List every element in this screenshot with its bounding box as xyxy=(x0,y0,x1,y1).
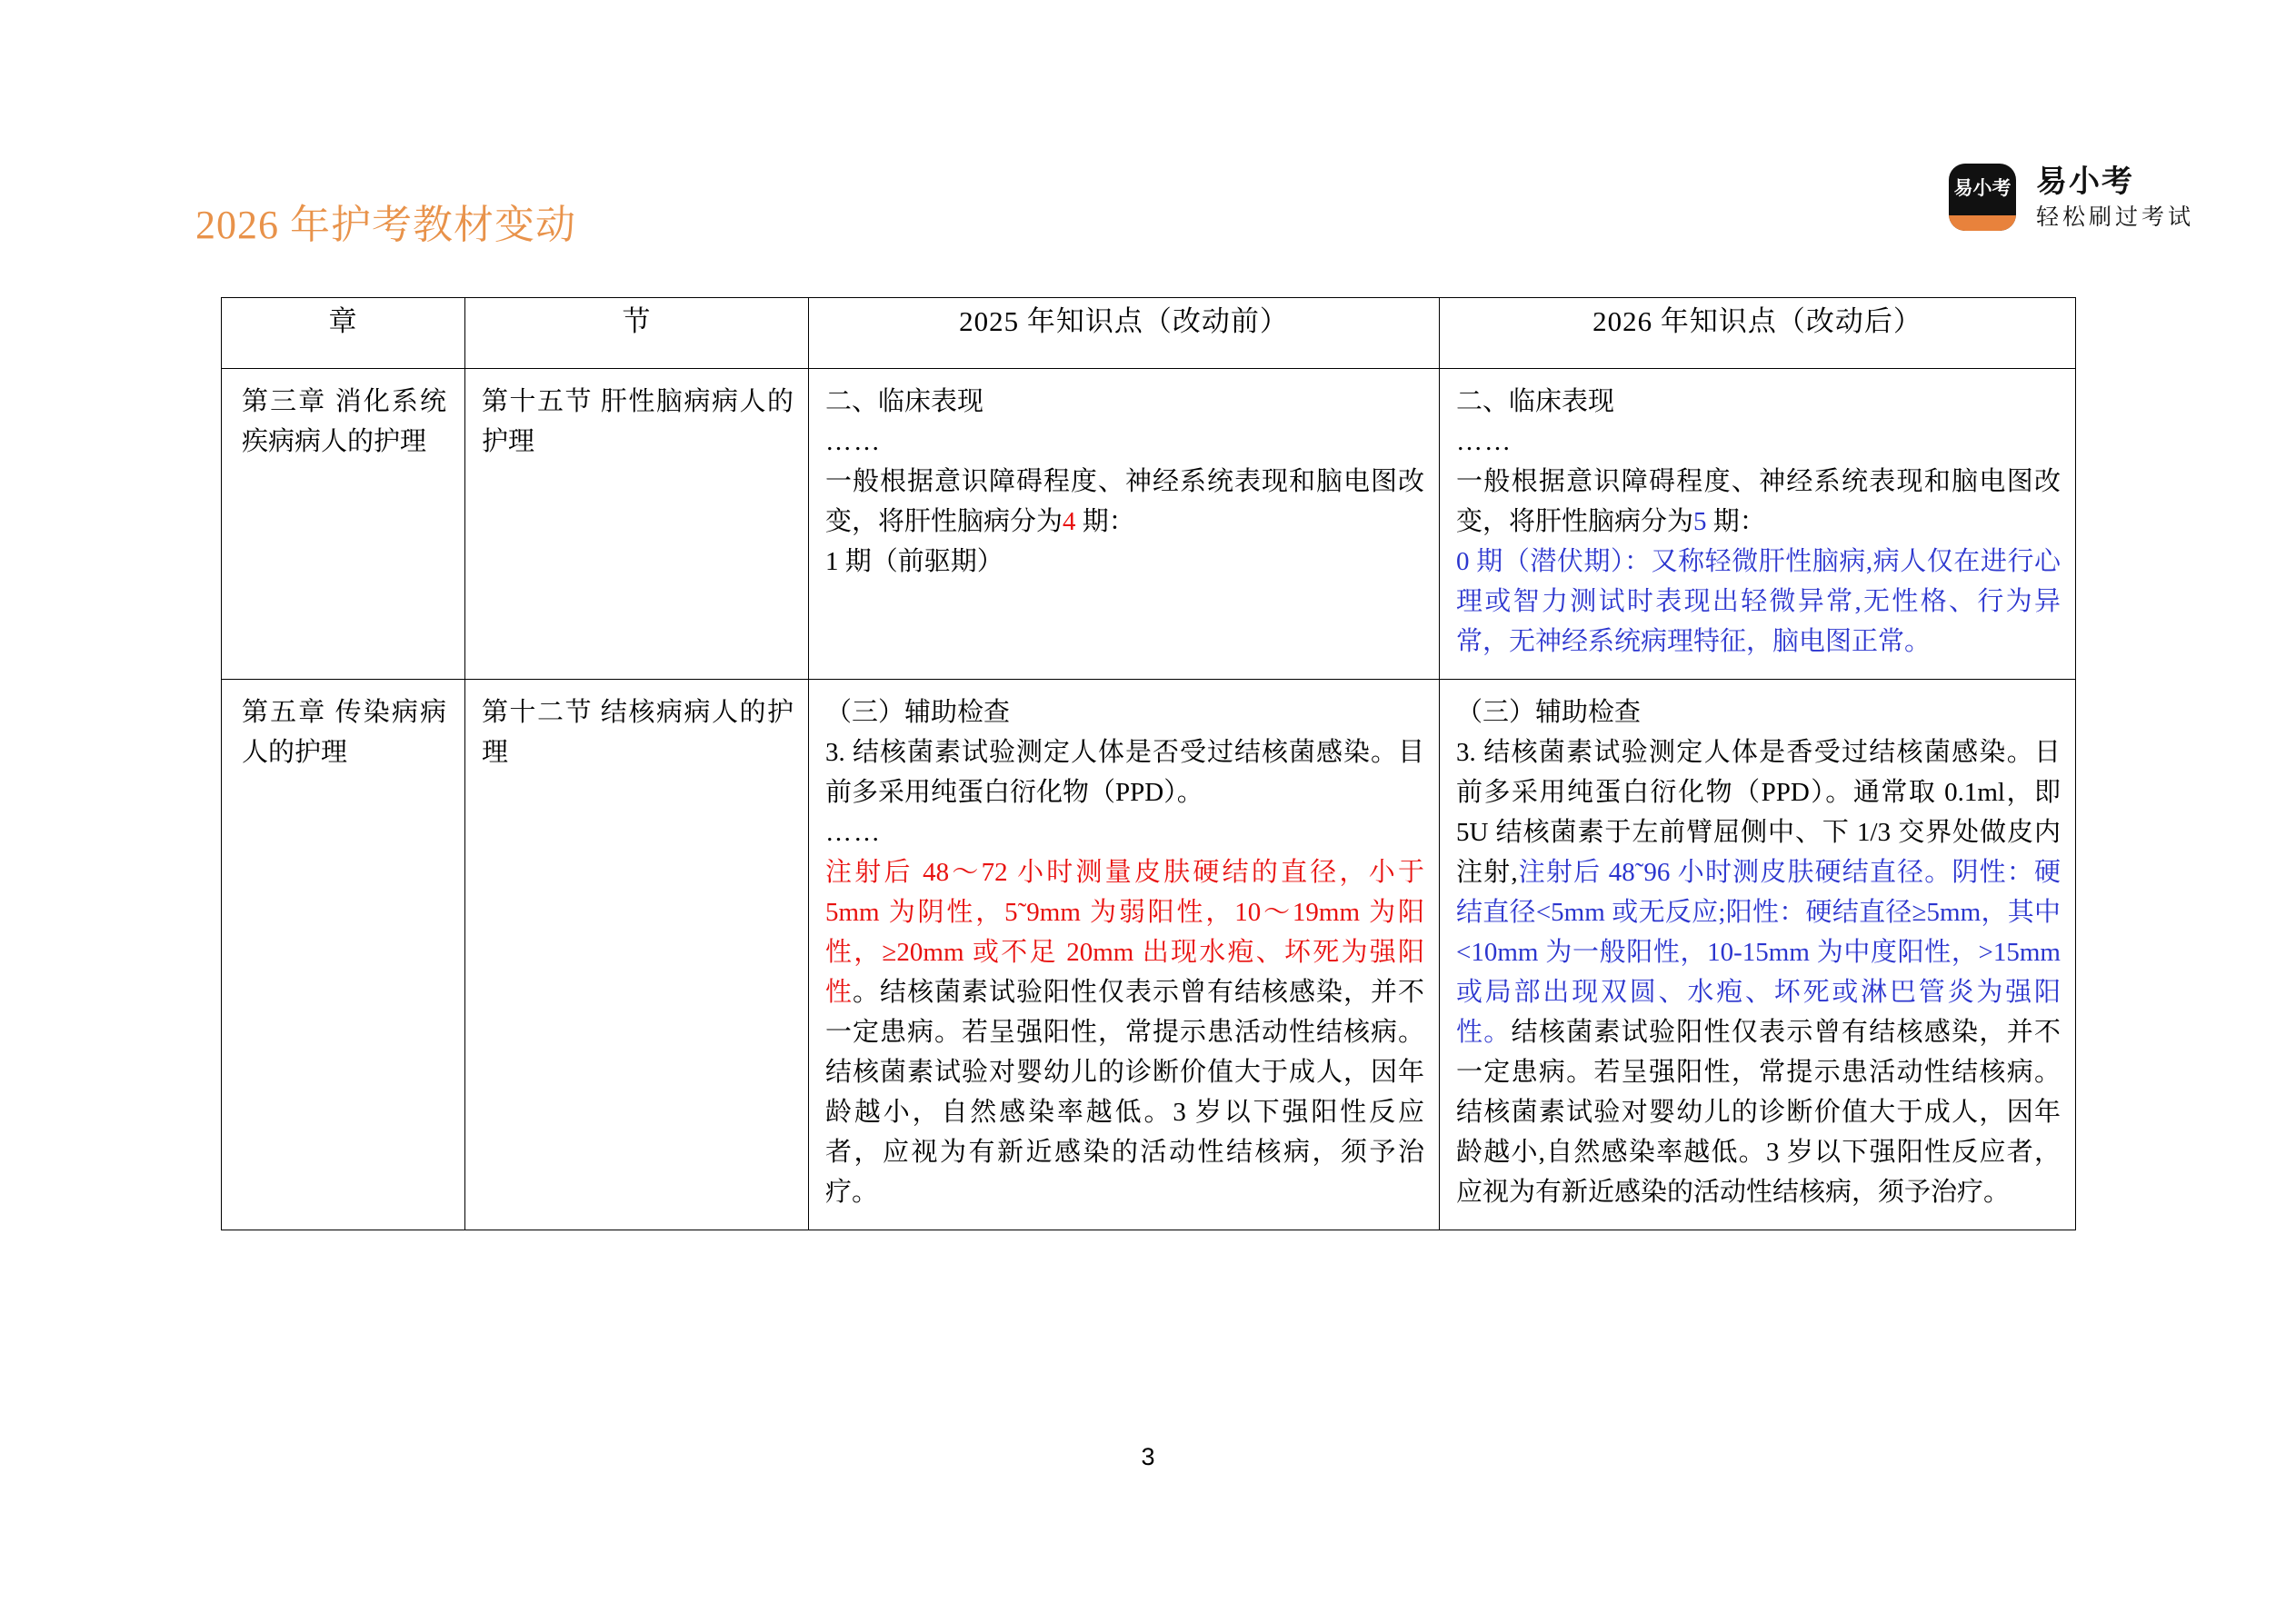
old-heading: （三）辅助检查 xyxy=(825,697,1011,727)
old-heading: 二、临床表现 xyxy=(825,387,984,416)
old-body-part-1: 一般根据意识障碍程度、神经系统表现和脑电图改变，将肝性脑病分为 xyxy=(825,467,1424,537)
brand-slogan: 轻松刷过考试 xyxy=(2035,204,2194,230)
chapter-text: 第三章 消化系统疾病病人的护理 xyxy=(242,387,446,457)
new-changed-block xyxy=(1456,732,2061,1213)
old-changed-block xyxy=(825,852,1424,1213)
new-knowledge-text xyxy=(1440,369,2075,679)
new-ellipsis: …… xyxy=(1456,427,1512,457)
cell-new-knowledge xyxy=(1440,679,2076,1230)
old-body-part-2: 期： xyxy=(1075,507,1135,537)
header-new-knowledge: 2026 年知识点（改动后） xyxy=(1440,298,2076,369)
cell-new-knowledge xyxy=(1440,369,2076,680)
new-highlight-value: 5 xyxy=(1693,507,1707,537)
old-knowledge-text xyxy=(809,680,1439,1230)
old-highlight-value: 4 xyxy=(1063,507,1076,537)
header-old-knowledge: 2025 年知识点（改动前） xyxy=(809,298,1440,369)
new-added-text: 0 期（潜伏期）：又称轻微肝性脑病,病人仅在进行心理或智力测试时表现出轻微异常,无性格、行为异常，无神经系统病理特征，脑电图正常。 xyxy=(1456,547,2061,657)
old-knowledge-text xyxy=(809,369,1439,598)
table-row xyxy=(222,679,2076,1230)
new-heading: （三）辅助检查 xyxy=(1456,697,1642,727)
new-body-text: 3. 结核菌素试验测定人体是香受过结核菌感染。日前多采用纯蛋白衍化物（PPD）。通常取 0.1ml，即 5U 结核菌素于左前臂屈侧中、下 1/3 交界处做皮内注射, xyxy=(1456,737,2061,887)
brand-logo xyxy=(1949,164,2194,231)
section-text: 第十五节 肝性脑病病人的护理 xyxy=(482,387,794,457)
cell-old-knowledge xyxy=(809,369,1440,680)
new-body-part-1: 一般根据意识障碍程度、神经系统表现和脑电图改变，将肝性脑病分为 xyxy=(1456,467,2061,537)
brand-wordmark xyxy=(2036,164,2194,229)
old-ellipsis: …… xyxy=(825,817,882,847)
new-changed-text: 注射后 48˜96 小时测皮肤硬结直径。阴性：硬结直径<5mm 或无反应;阳性：硬结直径≥5mm，其中<10mm 为一般阳性，10-15mm 为中度阳性，>15mm 或局部出现双圆、水疱、坏死或淋巴管炎为强阳性。 xyxy=(1456,857,2061,1048)
new-knowledge-text xyxy=(1440,680,2075,1230)
new-body-part-2: 期： xyxy=(1706,507,1766,537)
chapter-text: 第五章 传染病病人的护理 xyxy=(242,697,446,767)
section-text: 第十二节 结核病病人的护理 xyxy=(482,697,794,767)
new-heading: 二、临床表现 xyxy=(1456,387,1615,416)
brand-mark-strip xyxy=(1949,215,2016,231)
changes-table xyxy=(221,297,2076,1230)
header-section: 节 xyxy=(465,298,809,369)
cell-old-knowledge xyxy=(809,679,1440,1230)
cell-chapter xyxy=(222,369,465,680)
old-body: 3. 结核菌素试验测定人体是否受过结核菌感染。目前多采用纯蛋白衍化物（PPD）。 xyxy=(825,737,1424,807)
brand-mark-icon xyxy=(1949,164,2016,231)
new-body xyxy=(1456,462,2061,542)
brand-mark-label: 易小考 xyxy=(1953,178,2011,199)
old-body xyxy=(825,462,1424,542)
cell-section xyxy=(465,369,809,680)
old-tail-text: 。结核菌素试验阳性仅表示曾有结核感染，并不一定患病。若呈强阳性，常提示患活动性结核病。结核菌素试验对婴幼儿的诊断价值大于成人，因年龄越小，自然感染率越低。3 岁以下强阳性反应者，应视为有新近感染的活动性结核病，须予治疗。 xyxy=(825,978,1424,1208)
old-body-line-2: 1 期（前驱期） xyxy=(825,547,1003,577)
table-row xyxy=(222,369,2076,680)
brand-name: 易小考 xyxy=(2035,164,2134,200)
header-chapter: 章 xyxy=(222,298,465,369)
cell-section xyxy=(465,679,809,1230)
changes-table-wrapper xyxy=(221,297,2075,1230)
cell-chapter xyxy=(222,679,465,1230)
old-changed-text: 注射后 48～72 小时测量皮肤硬结的直径，小于 5mm 为阴性，5˜9mm 为弱阳性，10～19mm 为阳性，≥20mm 或不足 20mm 出现水疱、坏死为强阳性 xyxy=(825,857,1424,1008)
old-ellipsis: …… xyxy=(825,427,882,457)
new-tail-text: 结核菌素试验阳性仅表示曾有结核感染，并不一定患病。若呈强阳性，常提示患活动性结核病。结核菌素试验对婴幼儿的诊断价值大于成人，因年龄越小,自然感染率越低。3 岁以下强阳性反应者，应视为有新近感染的活动性结核病，须予治疗。 xyxy=(1456,1018,2061,1208)
page-title: 2026 年护考教材变动 xyxy=(195,203,576,247)
table-header-row xyxy=(222,298,2076,369)
page-number: 3 xyxy=(1141,1443,1155,1470)
